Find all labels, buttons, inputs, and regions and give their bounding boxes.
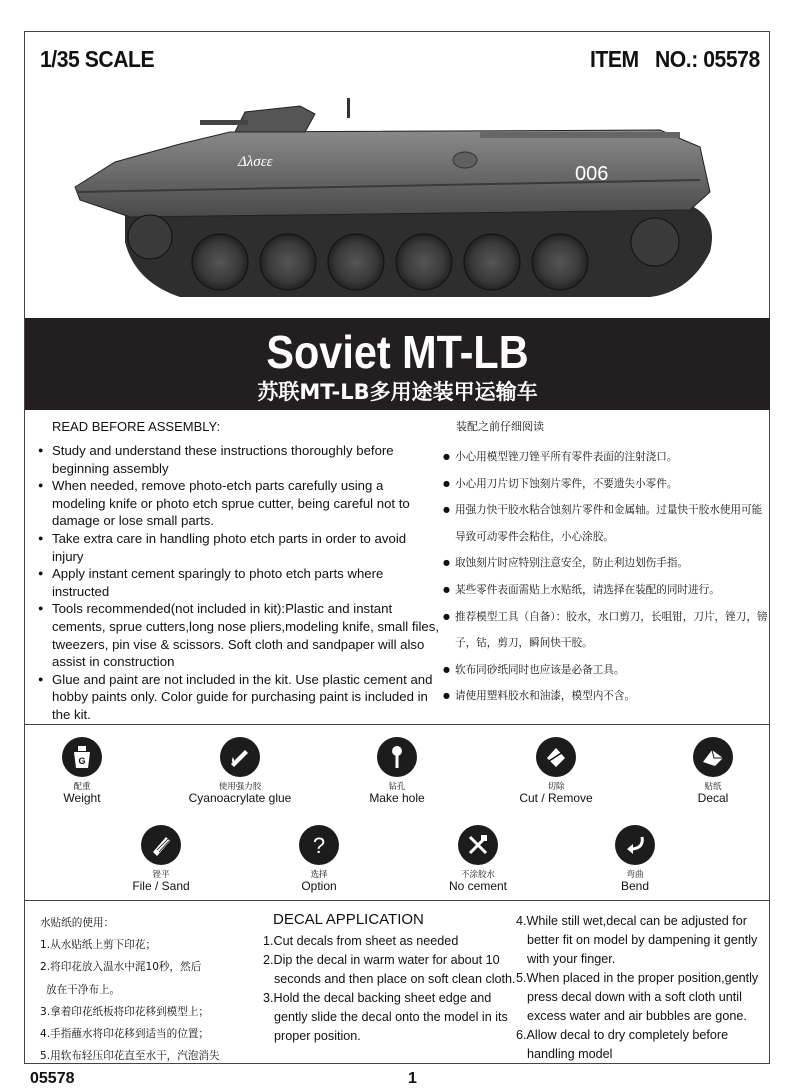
decal-cn-title: 水贴纸的使用： — [40, 917, 115, 929]
no-cement-icon — [458, 825, 498, 865]
symbol-decal — [643, 737, 783, 805]
list-item: ● 小心用模型锉刀锉平所有零件表面的注射浇口。 — [441, 444, 771, 471]
symbol-no-cement — [408, 825, 548, 893]
decal-step: 4.While still wet,decal can be adjusted for — [516, 914, 748, 928]
footer-item-code: 05578 — [30, 1070, 75, 1087]
vehicle-illustration — [60, 92, 740, 307]
list-item: ● 取蚀刻片时应特别注意安全，防止利边划伤手指。 — [441, 550, 771, 577]
drill-icon — [377, 737, 417, 777]
cut-icon — [536, 737, 576, 777]
weight-icon — [62, 737, 102, 777]
decal-step: excess water and air bubbles are gone. — [527, 1009, 747, 1023]
divider — [25, 724, 770, 725]
decal-step: with your finger. — [527, 952, 616, 966]
decal-cn-step: 4.手指蘸水将印花移到适当的位置； — [40, 1028, 210, 1041]
divider — [25, 900, 770, 901]
decal-title: DECAL APPLICATION — [273, 911, 424, 928]
glue-icon — [220, 737, 260, 777]
decal-steps — [516, 912, 771, 1064]
read-list-cn — [441, 444, 771, 710]
svg-text:G: G — [78, 756, 86, 766]
vehicle-script: Δλσεε — [238, 154, 273, 170]
decal-step: 1.Cut decals from sheet as needed — [263, 934, 459, 948]
symbol-label-cn: 配重 — [73, 782, 91, 792]
item-number: ITEM NO.: 05578 — [590, 46, 760, 72]
title-cn: 苏联MT-LB多用途装甲运输车 — [257, 380, 538, 404]
title-banner — [25, 318, 770, 410]
decal-step: 5.When placed in the proper position,gently — [516, 971, 759, 985]
decal-steps — [263, 932, 518, 1046]
symbol-label-en: Cut / Remove — [519, 791, 593, 805]
vehicle-number: 006 — [575, 163, 609, 185]
decal-step: 2.Dip the decal in warm water for about 10 — [263, 953, 500, 967]
list-item: ● Study and understand these instructions thoroughly before beginning assembly — [36, 442, 440, 477]
symbol-cut — [486, 737, 626, 805]
scale-label: 1/35 SCALE — [40, 46, 155, 72]
list-item: ● 用强力快干胶水粘合蚀刻片零件和金属轴。过量快干胶水使用可能导致可动零件会粘住，小心涂胶。 — [441, 497, 771, 550]
symbol-label-en: Option — [301, 879, 337, 893]
symbol-label-cn: 使用强力胶 — [218, 782, 262, 792]
list-item: ● 推荐模型工具（自备）：胶水，水口剪刀，长咀钳，刀片，锉刀，镑子，钻，剪刀，瞬间快干胶。 — [441, 604, 771, 657]
decal-step: gently slide the decal onto the model in its — [274, 1010, 508, 1024]
decal-step: better fit on model by dampening it gently — [527, 933, 758, 947]
read-list — [36, 442, 440, 724]
list-item: ● When needed, remove photo-etch parts carefully using a modeling knife or photo etch sprue cutter, being careful not to damage or lose small parts. — [36, 477, 440, 530]
symbol-label-cn: 钻孔 — [388, 782, 406, 792]
decal-instructions-cn — [40, 912, 220, 1067]
list-item: ● Tools recommended(not included in kit):Plastic and instant cements, sprue cutters,long nose pliers,modeling knife, small files, tweezers, pin vise & scissors. Soft cloth and sandpaper will also assist in construction — [36, 600, 440, 670]
decal-step: proper position. — [274, 1029, 361, 1043]
symbol-label-en: Bend — [620, 879, 650, 893]
list-item: ● 软布同砂纸同时也应该是必备工具。 — [441, 657, 771, 684]
decal-step: seconds and then place on soft clean cloth. — [274, 972, 516, 986]
bend-icon — [615, 825, 655, 865]
file-icon — [141, 825, 181, 865]
symbol-label-en: File / Sand — [132, 879, 190, 893]
symbol-label-en: Cyanoacrylate glue — [188, 791, 292, 805]
option-icon — [299, 825, 339, 865]
page-number: 1 — [408, 1070, 417, 1087]
list-item: ● Apply instant cement sparingly to photo etch parts where instructed — [36, 565, 440, 600]
symbol-label-cn: 锉平 — [152, 870, 170, 880]
decal-icon — [693, 737, 733, 777]
read-title: READ BEFORE ASSEMBLY: — [52, 419, 221, 434]
symbol-file — [91, 825, 231, 893]
symbol-label-en: No cement — [448, 879, 508, 893]
symbol-glue — [170, 737, 310, 805]
svg-text:?: ? — [312, 833, 326, 858]
decal-cn-step: 5.用软布轻压印花直至水干，汽泡消失 — [40, 1050, 220, 1063]
symbol-label-cn: 选择 — [310, 870, 328, 880]
symbol-label-cn: 不涂胶水 — [460, 870, 495, 880]
decal-step: 6.Allow decal to dry completely before — [516, 1028, 729, 1042]
decal-cn-step: 2.将印花放入温水中浘10秒，然后 — [40, 961, 202, 974]
symbol-option — [249, 825, 389, 893]
decal-cn-step: 1.从水贴纸上剪下印花； — [40, 939, 157, 952]
symbol-weight — [12, 737, 152, 805]
symbol-drill — [327, 737, 467, 805]
symbol-label-cn: 弯曲 — [626, 870, 644, 880]
decal-cn-step: 3.拿着印花纸板将印花移到模型上； — [40, 1005, 210, 1018]
list-item: ● 请使用塑料胶水和油漆，模型内不含。 — [441, 683, 771, 710]
symbol-label-cn: 切除 — [547, 782, 565, 792]
decal-step: 3.Hold the decal backing sheet edge and — [263, 991, 492, 1005]
symbol-label-en: Make hole — [369, 791, 425, 805]
decal-step: handling model — [527, 1047, 613, 1061]
list-item: ● Glue and paint are not included in the kit. Use plastic cement and hobby paints only. Color guide for purchasing paint is included in the kit. — [36, 671, 440, 724]
decal-cn-step: 放在干净布上。 — [46, 983, 121, 996]
list-item: ● 小心用刀片切下蚀刻片零件，不要遗失小零件。 — [441, 471, 771, 498]
symbol-bend — [565, 825, 705, 893]
symbol-label-cn: 贴纸 — [704, 782, 722, 792]
symbol-label-en: Decal — [697, 791, 729, 805]
list-item: ● 某些零件表面需贴上水贴纸，请选择在装配的同时进行。 — [441, 577, 771, 604]
decal-step: press decal down with a soft cloth until — [527, 990, 742, 1004]
list-item: ● Take extra care in handling photo etch parts in order to avoid injury — [36, 530, 440, 565]
title-en: Soviet MT-LB — [266, 326, 529, 378]
symbol-label-en: Weight — [63, 791, 101, 805]
read-title-cn: 装配之前仔细阅读 — [456, 420, 544, 433]
